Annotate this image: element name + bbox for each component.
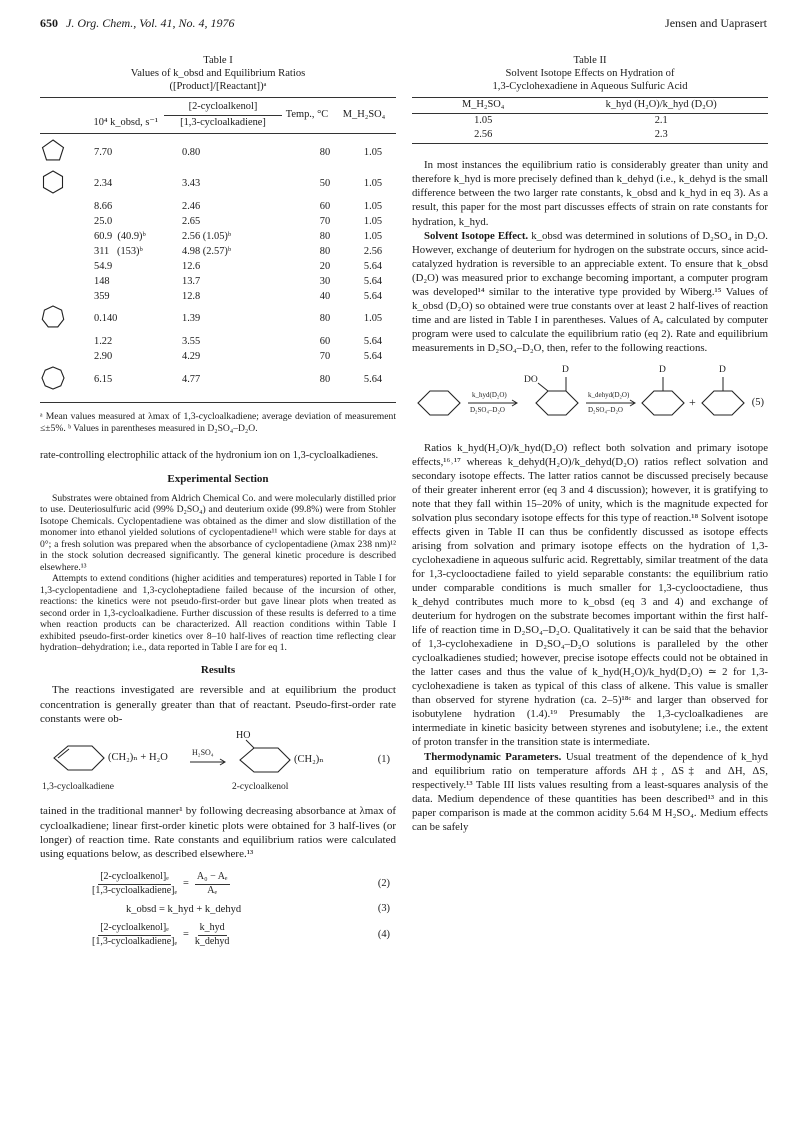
- run-in-heading: Thermodynamic Parameters.: [424, 750, 562, 763]
- table-cell: 3.43: [182, 177, 201, 189]
- table-cell: 1.05: [363, 313, 383, 325]
- table1: [40, 100, 396, 131]
- cycloalkadiene-ring-icon: [40, 365, 66, 391]
- eq4-den: [1,3-cycloalkadiene]ₑ: [92, 935, 178, 947]
- body-paragraph: [412, 229, 768, 355]
- table-cell: 5.64: [363, 290, 383, 302]
- table-cell: 3.55: [182, 336, 201, 348]
- table-cell: 2.1: [654, 114, 668, 126]
- table-cell: [40, 365, 94, 396]
- table-cell: 2.56: [363, 245, 383, 257]
- left-column: [40, 54, 396, 954]
- table-cell: 2.65: [182, 215, 201, 227]
- eq5-s1: D₂SO₄–D₂O: [470, 405, 505, 414]
- table-row: [40, 289, 396, 304]
- table-cell: 1.05: [363, 215, 383, 227]
- body-paragraph: rate-controlling electrophilic attack of the hydronium ion on 1,3-cycloalkadienes.: [40, 450, 379, 462]
- table-cell: 5.64: [363, 260, 383, 272]
- table1-label: Table I: [203, 55, 233, 66]
- table-row: [40, 214, 396, 229]
- eq2-den: [1,3-cycloalkadiene]ₑ: [92, 884, 178, 896]
- table2: [412, 98, 768, 113]
- cycloalkadiene-ring-icon: [54, 746, 104, 770]
- table-row: [40, 304, 396, 335]
- table-cell: 80: [319, 230, 331, 242]
- table-cell: [40, 169, 94, 200]
- table-cell: 1.05: [474, 114, 493, 126]
- table-cell: 1.05: [363, 200, 383, 212]
- table2-title1: Solvent Isotope Effects on Hydration of: [505, 68, 675, 80]
- cycloalkadiene-ring-icon: [40, 138, 66, 164]
- table-cell: 54.9: [94, 260, 113, 272]
- body-paragraph: In most instances the equilibrium ratio is considerably greater than unity and therefore k_hyd is more precisely defined than k_dehyd (i.e., k_dehyd is the small difference between the two larger rate constants, k_obsd and k_hyd in eq 3). As a result, this paper for the most part discusses effects of strain on rate constants for hydration, k_hyd.: [412, 159, 768, 228]
- table-cell: [40, 138, 94, 169]
- eq1-number: (1): [377, 754, 390, 766]
- eq1-ho: HO: [236, 730, 251, 742]
- table-cell: 2.90: [94, 351, 113, 363]
- table1-header-ratio-top: [2-cycloalkenol]: [164, 100, 282, 116]
- journal-citation: J. Org. Chem., Vol. 41, No. 4, 1976: [66, 16, 235, 30]
- eq1-left-text: (CH₂)ₙ + H₂O: [108, 752, 168, 764]
- table-cell: 1.39: [182, 313, 201, 325]
- table-row: [40, 229, 396, 244]
- equation-5: [412, 363, 768, 433]
- table-cell: 2.3: [654, 129, 668, 141]
- run-in-heading: Solvent Isotope Effect.: [424, 229, 529, 242]
- table1-caption: [40, 54, 396, 94]
- eq3-text: k_obsd = k_hyd + k_dehyd: [126, 904, 242, 916]
- deuterated-diene-ring-icon: [702, 391, 744, 415]
- table-row: [412, 114, 768, 129]
- table-cell: 0.80: [182, 146, 201, 158]
- eq1-label-reactant: 1,3-cycloalkadiene: [42, 782, 115, 793]
- table1-header-acid: M_H₂SO₄: [342, 108, 386, 120]
- table-cell: 60: [319, 200, 331, 212]
- eq2-num: [2-cycloalkenol]ₑ: [98, 871, 171, 884]
- eq5-plus: +: [689, 394, 696, 409]
- eq5-d2: D: [659, 364, 666, 375]
- table2-caption: [412, 54, 768, 94]
- table-cell: [40, 199, 94, 214]
- header-authors: Jensen and Uaprasert: [665, 16, 767, 30]
- body-paragraph: Ratios k_hyd(H₂O)/k_hyd(D₂O) reflect both solvation and primary isotope effects,¹⁶˒¹⁷ whereas k_dehyd(H₂O)/k_dehyd(D₂O) ratios reflect solvation and secondary isotope effects. The latter ratios cannot be discussed precisely because of their greater inherent error (eq 3 and 4 discussion); however, it is gratifying to note that they fall within 15–20% of unity, which is the magnitude expected for solvation plus secondary isotope effects for this type of reaction.¹⁸ Solvent isotope effects given in Table II can thus be confidently discussed as isotope effects arising from solvation and primary isotope effects on the hydration of 1,3-cyclohexadiene in aqueous sulfuric acid. Regrettably, similar treatment of the data for 1,3-cyclooctadiene failed to yield separable constants: the equilibrium ratio under comparable conditions is much smaller for 1,3-cyclooctadiene, thus k_dehyd contributes much more to k_obsd (eq 3 and 4) and exchange of deuterium for hydrogen on the substrate becomes important within the first half-life of reaction time in D₂SO₄–D₂O. Qualitatively it can be said that the behavior of 1,3-cyclohexadiene in D₂SO₄–D₂O solutions is paralleled by the other cycloalkadienes studied; however, precise isotope effects could not be obtained in the latter cases and thus the value of k_hyd(H₂O)/k_hyd(D₂O) ≃ 2 for 1,3-cyclohexadiene is taken as typical of this class of alkene. This value is smaller than observed for styrene hydration (ca. 2–5)¹⁸ᶜ and larger than observed for isobutylene hydration (1.4).¹⁹ Presumably the 1,3-cycloalkadienes are intermediate in kinetic basicity between styrenes and isobutylene; i.e., the extent of proton transfer in the transition state is intermediate.: [412, 441, 768, 749]
- table-cell: [40, 304, 94, 335]
- table-cell: 5.64: [363, 374, 383, 386]
- table-cell: [40, 214, 94, 229]
- table-cell: 5.64: [363, 336, 383, 348]
- table-cell: [40, 274, 94, 289]
- table1-header-ratio-bot: [1,3-cycloalkadiene]: [180, 116, 266, 128]
- table-cell: 80: [319, 146, 331, 158]
- table-cell: 4.29: [182, 351, 201, 363]
- table-cell: 1.05: [363, 177, 383, 189]
- table-cell: 30: [319, 275, 331, 287]
- table-cell: 60: [319, 336, 331, 348]
- table-cell: 7.70: [94, 146, 113, 158]
- eq5-k2: k_dehyd(D₂O): [588, 390, 630, 399]
- table-cell: 2.56: [474, 129, 493, 141]
- table-cell: 80: [319, 374, 331, 386]
- body-paragraph: [412, 750, 768, 834]
- table-row: [412, 128, 768, 143]
- table-cell: 13.7: [182, 275, 201, 287]
- table-cell: [40, 244, 94, 259]
- cyclohexenol-ring-icon: [536, 391, 578, 415]
- table2-body: [412, 114, 768, 144]
- table-cell: 2.56 (1.05)ᵇ: [182, 230, 232, 242]
- table-cell: 4.77: [182, 374, 201, 386]
- eq4-num: [2-cycloalkenol]ₑ: [98, 922, 171, 935]
- cycloalkadiene-ring-icon: [40, 169, 66, 195]
- table-row: [40, 259, 396, 274]
- table-cell: [40, 350, 94, 365]
- table-row: [40, 365, 396, 396]
- eq3-number: (3): [377, 903, 390, 915]
- table2-label: Table II: [573, 55, 607, 66]
- table-cell: 1.05: [363, 146, 383, 158]
- equation-4: $\frac{\text{[2-cycloalkenol]ₑ}}{\text{[1,3-cycloalkadiene]ₑ}}$ = $\frac{\text{k\_hyd}}{\text{k\_dehyd}}$ (4): [92, 922, 390, 947]
- eq5-do: DO: [524, 374, 538, 385]
- table2-header-ratio: k_hyd (H₂O)/k_hyd (D₂O): [605, 98, 717, 110]
- table-cell: [40, 229, 94, 244]
- table-cell: 359: [94, 290, 110, 302]
- table-cell: [40, 335, 94, 350]
- table-cell: 12.8: [182, 290, 201, 302]
- table-cell: 2.34: [94, 177, 113, 189]
- equation-3: [40, 903, 396, 916]
- table-cell: 60.9 (40.9)ᵇ: [94, 230, 146, 242]
- table1-title1: Values of k_obsd and Equilibrium Ratios: [130, 68, 306, 80]
- experimental-paragraph-2: Attempts to extend conditions (higher acidities and temperatures) reported in Table I for 1,3-cyclopentadiene and 1,3-cycloheptadiene failed because of the incursion of other, reactions: the kinetics were not pseudo-first-order but gave linear plots when treated as second order in 1,3-cycloalkadiene. Further discussion of these results is deferred to a time when reaction products can be characterized. All reaction conditions within Table I exhibited pseudo-first-order kinetics over 8–10 half-lives of reaction time reflecting clear hydration–dehydration; i.e., data reported in Table I are for eq 1.: [40, 573, 396, 654]
- cycloalkadiene-ring-icon: [40, 304, 66, 330]
- table-row: [40, 199, 396, 214]
- results-paragraph-2: tained in the traditional manner¹ by following decreasing absorbance at λmax of cycloalkadiene; linear first-order kinetic plots were obtained for 3 half-lives (or longer) of reaction time. Rate constants and equilibrium ratios were calculated using equations below, as described elsewhere.¹³: [40, 805, 396, 861]
- eq2-rden: Aₑ: [207, 884, 218, 896]
- eq5-d1: D: [562, 364, 569, 375]
- cyclohexadiene-ring-icon: [418, 391, 460, 415]
- table1-body: [40, 138, 396, 397]
- equation-2: $\frac{\text{[2-cycloalkenol]ₑ}}{\text{[1,3-cycloalkadiene]ₑ}}$ = $\frac{\text{A₀ − Aₑ}}{\text{Aₑ}}$ (2): [92, 871, 390, 896]
- table-cell: 6.15: [94, 374, 113, 386]
- eq2-number: (2): [377, 877, 390, 889]
- table-cell: 8.66: [94, 200, 113, 212]
- eq4-number: (4): [377, 928, 390, 940]
- results-paragraph-1: The reactions investigated are reversible and at equilibrium the product concentration is generally greater than that of reactant. Pseudo-first-order rate constants were ob-: [40, 684, 396, 725]
- table1-title2: ([Product]/[Reactant])ᵃ: [169, 81, 267, 93]
- table-cell: 5.64: [363, 275, 383, 287]
- table-cell: 50: [319, 177, 331, 189]
- running-header: [40, 16, 767, 36]
- eq2-rnum: A₀ − Aₑ: [195, 871, 230, 884]
- table-row: [40, 350, 396, 365]
- table-cell: 12.6: [182, 260, 201, 272]
- eq5-d3: D: [719, 364, 726, 375]
- table-cell: 311 (153)ᵇ: [94, 245, 143, 257]
- equation-1: [40, 732, 396, 798]
- deuterated-diene-ring-icon: [642, 391, 684, 415]
- table-cell: 40: [319, 290, 331, 302]
- table-cell: 4.98 (2.57)ᵇ: [182, 245, 232, 257]
- right-column: [412, 54, 768, 834]
- od-bond-icon: [538, 383, 548, 391]
- table-cell: [40, 259, 94, 274]
- table-row: [40, 274, 396, 289]
- eq5-number: (5): [751, 396, 764, 408]
- table-cell: 80: [319, 245, 331, 257]
- table-row: [40, 169, 396, 200]
- table-cell: 0.140: [94, 313, 118, 325]
- eq1-right-text: (CH₂)ₙ: [294, 754, 324, 766]
- table-cell: 70: [319, 215, 331, 227]
- table-cell: 80: [319, 313, 331, 325]
- table2-title2: 1,3-Cyclohexadiene in Aqueous Sulfuric Acid: [492, 81, 688, 93]
- table-cell: 20: [319, 260, 331, 272]
- eq4-rnum: k_hyd: [198, 922, 227, 935]
- table-cell: [40, 289, 94, 304]
- table-row: [40, 335, 396, 350]
- eq1-catalyst: H₂SO₄: [192, 748, 214, 758]
- eq1-label-product: 2-cycloalkenol: [232, 782, 289, 793]
- page-number: 650: [40, 16, 58, 30]
- table-cell: 70: [319, 351, 331, 363]
- table2-header-acid: M_H₂SO₄: [461, 98, 505, 110]
- table-cell: 5.64: [363, 351, 383, 363]
- eq5-s2: D₂SO₄–D₂O: [588, 405, 623, 414]
- table-cell: 25.0: [94, 215, 113, 227]
- table-cell: 1.05: [363, 230, 383, 242]
- table-cell: 2.46: [182, 200, 201, 212]
- cycloalkenol-ring-icon: [240, 748, 290, 772]
- paragraph-text: Usual treatment of the dependence of k_hyd and equilibrium ratio on temperature affords ΔH‡, ΔS‡ and ΔH, ΔS, respectively.¹³ Table III lists values resulting from a least-squares analysis of the data. Medium dependence of these quantities has been described¹³ and in this paper comparison is made at the common acidity 5.64 M H₂SO₄. Medium effects can be safely: [412, 750, 768, 833]
- eq5-k1: k_hyd(D₂O): [472, 390, 507, 399]
- section-heading-experimental: Experimental Section: [167, 473, 269, 486]
- table1-header-temp: Temp., °C: [285, 108, 329, 120]
- table-cell: 148: [94, 275, 110, 287]
- header-left: [40, 16, 235, 31]
- table-row: [40, 244, 396, 259]
- section-heading-results: Results: [200, 663, 236, 676]
- eq4-rden: k_dehyd: [194, 935, 230, 947]
- table-cell: 1.22: [94, 336, 113, 348]
- paragraph-text: k_obsd was determined in solutions of D₂SO₄ in D₂O. However, exchange of deuterium for hydrogen on the substrate occurs, since acid-catalyzed hydration is reversible to an appreciable extent. To ensure that k_obsd (D₂O) was measured prior to exchange becoming important, a computer program was developed¹⁴ similar to the interative type provided by Wiberg.¹⁵ Values of k_obsd (D₂O) so obtained were true constants over at least 2 half-lives of reaction time and are listed in Table I in parentheses. Values of Aₑ calculated by computer program were used to calculate the equilibrium ratio (eq 2). Rate and equilibrium measurements in D₂SO₄–D₂O, then, refer to the following reactions.: [412, 229, 768, 354]
- table-row: [40, 138, 396, 169]
- table1-header-k: 10⁴ k_obsd, s⁻¹: [93, 116, 158, 128]
- experimental-paragraph-1: Substrates were obtained from Aldrich Chemical Co. and were molecularly distilled prior to use. Deuteriosulfuric acid (99% D₂SO₄) and deuterium oxide (99.8%) were from Stohler Isotope Chemicals. Cyclopentadiene was obtained as the dimer and slow distillation of the monomer into ethanol yielded solutions of cyclopentadiene¹¹ which were stable for days at 0°; a fresh solution was prepared when the absorbance of cyclopentadiene (λmax 238 nm)¹² in the stock solution decreased significantly. The general kinetic procedure is described elsewhere.¹³: [40, 492, 396, 573]
- table1-footnote: ᵃ Mean values measured at λmax of 1,3-cycloalkadiene; average deviation of measurement ≤±5%. ᵇ Values in parentheses measured in D₂SO₄–D₂O.: [40, 411, 396, 434]
